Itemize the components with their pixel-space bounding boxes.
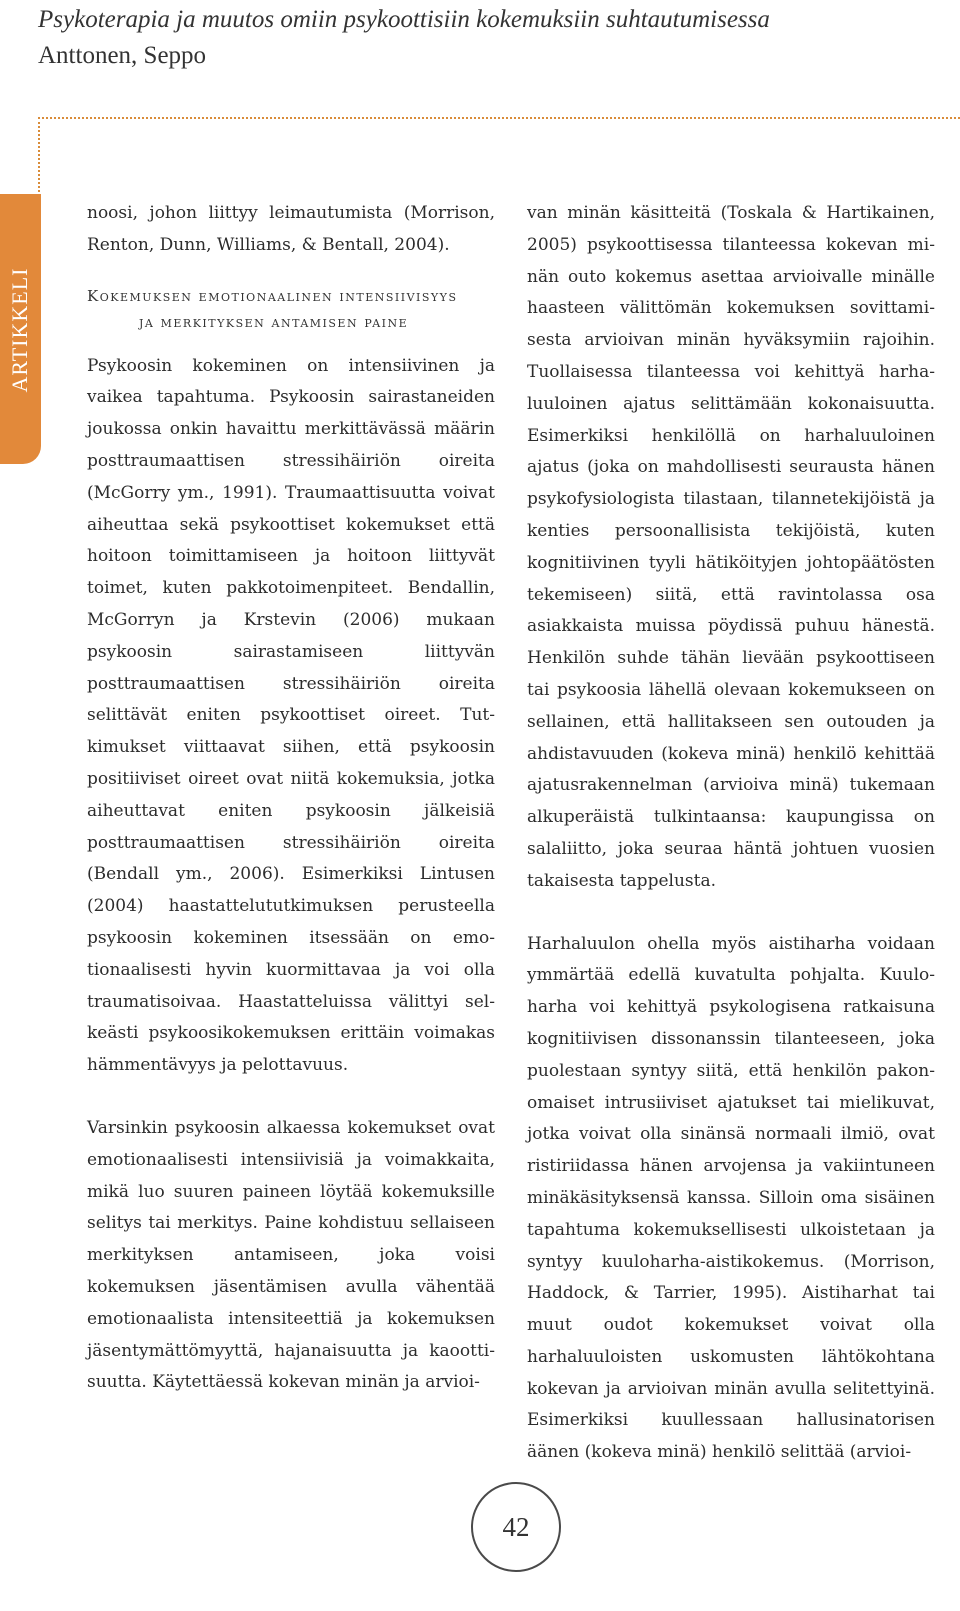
running-header-author: Anttonen, Seppo [38, 42, 207, 69]
paragraph-right-1: van minän käsitteitä (Toskala & Hartikainen, 2005) psykoottisessa tilanteessa kokevan minän outo kokemus asettaa arvioivalle minälle haasteen välittömän kokemuksen sovittamisesta arvioivan minän hyväksymiin rajoihin. Tuollaisessa tilanteessa voi kehittyä harhaluuloinen ajatus selittämään kokonaisuutta. Esimerkiksi henkilöllä on harhaluuloinen ajatus (joka on mahdollisesti seurausta hänen psykofysiologista tilastaan, tilannetekijöistä ja kenties persoonallisista tekijöistä, kuten kognitiivinen tyyli hätiköityjen johtopäätösten tekemiseen) siitä, että ravintolassa osa asiakkaista muissa pöydissä puhuu hänestä. Henkilön suhde tähän lievään psykoottiseen tai psykoosia lähellä olevaan kokemukseen on sellainen, että hallitakseen sen outouden ja ahdistavuuden (kokeva minä) henkilö kehittää ajatusrakennelman (arvioiva minä) tukemaan alkuperäistä tulkintaansa: kaupungissa on salaliitto, joka seuraa häntä johtuen vuosien takaisesta tappelusta. [527, 203, 935, 891]
page-number: 42 [471, 1482, 561, 1572]
paragraph-gap [87, 1082, 495, 1113]
section-heading [87, 283, 495, 335]
paragraph-left-2: Psykoosin kokeminen on intensiivinen ja vaikea tapahtuma. Psykoosin sairastaneiden joukossa onkin havaittu merkittävässä määrin posttraumaattisen stressihäiriön oireita (McGorry ym., 1991). Traumaattisuutta voivat aiheuttaa sekä psykoottiset kokemukset että hoitoon toimittamiseen ja hoitoon liittyvät toimet, kuten pakkotoimenpiteet. Bendallin, McGorryn ja Krstevin (2006) mukaan psykoosin sairastamiseen liittyvän posttraumaattisen stressihäiriön oireita selittävät eniten psykoottiset oireet. Tutkimukset viittaavat siihen, että psykoosin positiiviset oireet ovat niitä kokemuksia, jotka aiheuttavat eniten psykoosin jälkeisiä posttraumaattisen stressihäiriön oireita (Bendall ym., 2006). Esimerkiksi Lintusen (2004) haastattelututkimuksen perusteella psykoosin kokeminen itsessään on emotionaalisesti hyvin kuormittavaa ja voi olla traumatisoivaa. Haastatteluissa välittyi selkeästi psykoosikokemuksen erittäin voimakas hämmentävyys ja pelottavuus. [87, 355, 495, 1076]
paragraph-left-3: Varsinkin psykoosin alkaessa kokemukset ovat emotionaalisesti intensiivisiä ja voimakkaita, mikä luo suuren paineen löytää kokemuksille selitys tai merkitys. Paine kohdistuu sellaiseen merkityksen antamiseen, joka voisi kokemuksen jäsentämisen avulla vähentää emotionaalista intensiteettiä ja kokemuksen jäsentymättömyyttä, hajanaisuutta ja kaoottisuutta. Käytettäessä kokevan minän ja arvioi- [87, 1117, 495, 1393]
running-header-title: Psykoterapia ja muutos omiin psykoottisiin kokemuksiin suhtautumisessa [38, 6, 770, 33]
paragraph-gap [527, 898, 935, 929]
right-column [527, 198, 935, 1469]
paragraph-right-2: Harhaluulon ohella myös aistiharha voidaan ymmärtää edellä kuvatulta pohjalta. Kuuloharha voi kehittyä psykologisena ratkaisuna kognitiivisen dissonanssin tilanteeseen, joka puolestaan syntyy siitä, että henkilön pakonomaiset intrusiiviset ajatukset tai mielikuvat, jotka voivat olla sinänsä normaali ilmiö, ovat ristiriidassa hänen arvojensa ja vakiintuneen minäkäsityksensä kanssa. Silloin oma sisäinen tapahtuma kokemuksellisesti ulkoistetaan ja syntyy kuuloharha-aistikokemus. (Morrison, Haddock, & Tarrier, 1995). Aistiharhat tai muut oudot kokemukset voivat olla harhaluuloisten uskomusten lähtökohtana kokevan ja arvioivan minän avulla selitettyinä. Esimerkiksi kuullessaan hallusinatorisen äänen (kokeva minä) henkilö selittää (arvioi- [527, 933, 935, 1463]
section-heading-line-1: Kokemuksen emotionaalinen intensiivisyys [87, 286, 458, 305]
section-heading-line-2: ja merkityksen antamisen paine [139, 312, 409, 331]
paragraph-left-1: noosi, johon liittyy leimautumista (Morrison, Renton, Dunn, Williams, & Bentall, 2004). [87, 203, 495, 255]
left-column [87, 198, 495, 1399]
section-side-tab-label: ARTIKKELI [7, 267, 32, 393]
dotted-rule-horizontal [38, 117, 960, 119]
dotted-rule-vertical [38, 117, 40, 192]
